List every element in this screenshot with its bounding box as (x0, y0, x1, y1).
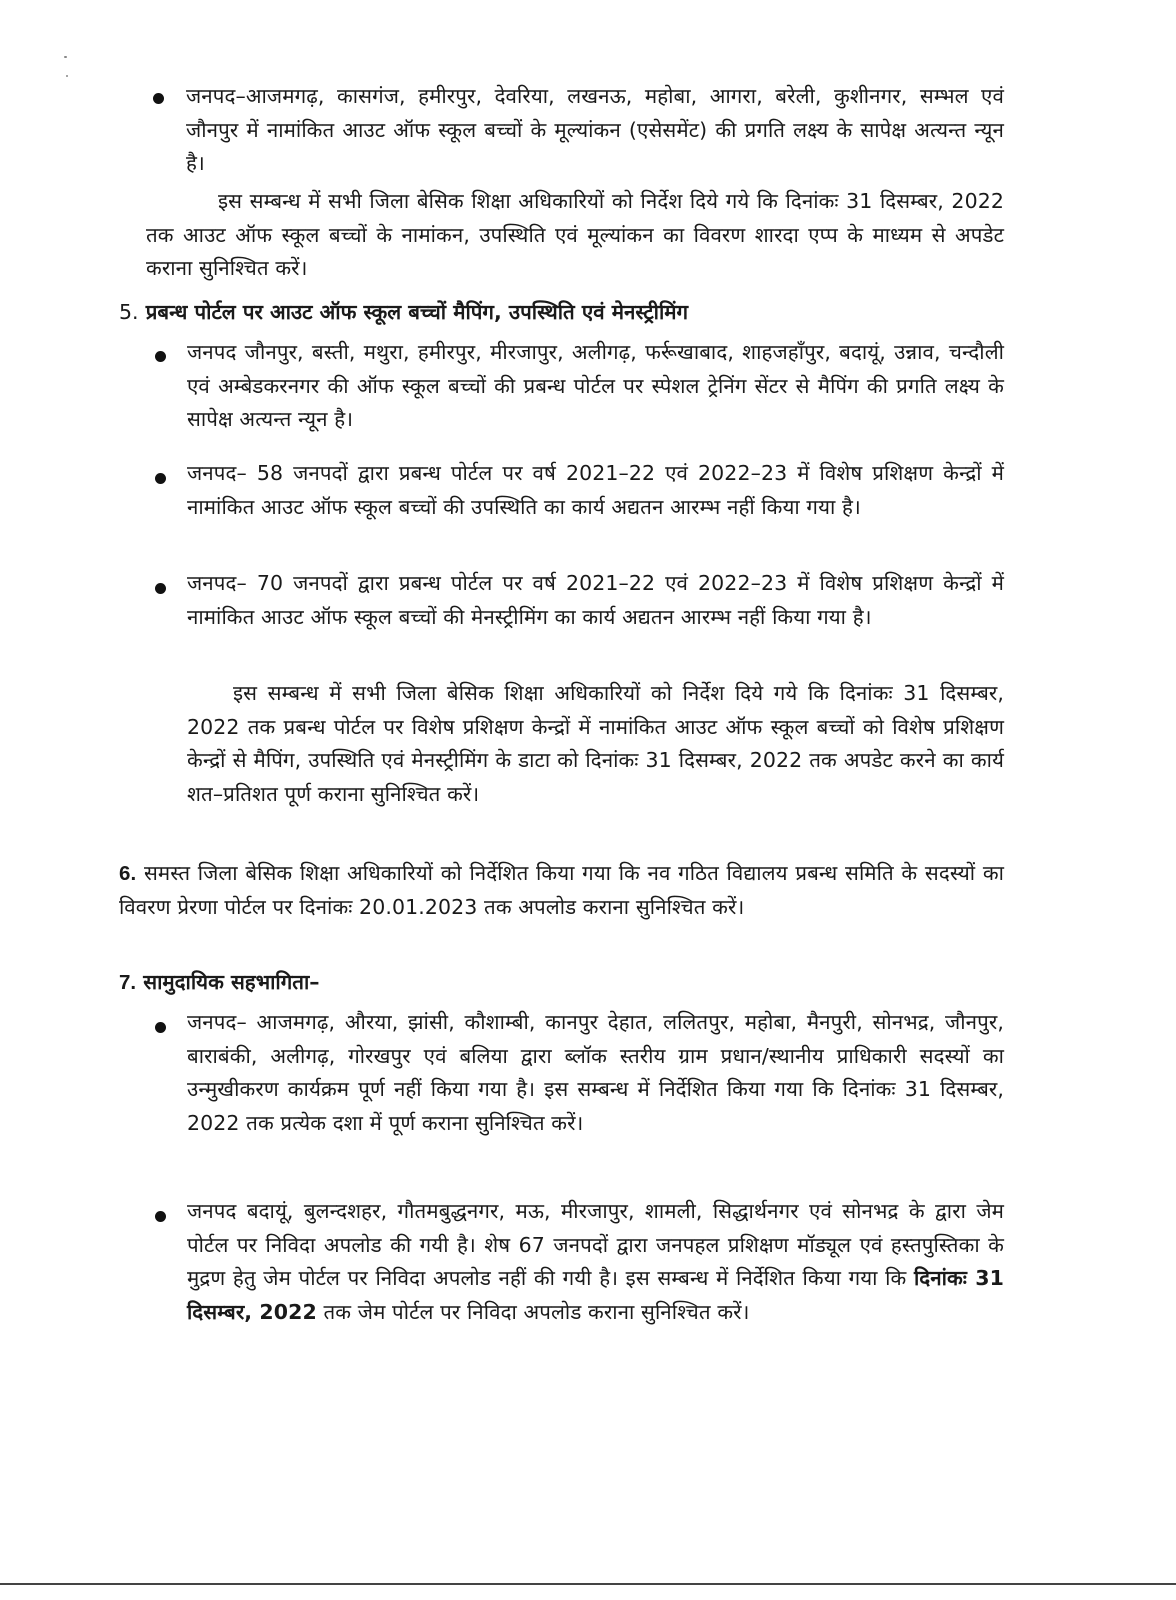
section5-bullet-2-text: जनपद– 58 जनपदों द्वारा प्रबन्ध पोर्टल पर वर्ष 2021–22 एवं 2022–23 में विशेष प्रशिक्षण केन्द्रों में नामांकित आउट ऑफ स्कूल बच्चों की उपस्थिति का कार्य अद्यतन आरम्भ नहीं किया गया है। (187, 461, 1004, 519)
bullet-icon (155, 583, 166, 594)
bullet-icon (153, 93, 164, 104)
scan-speck (66, 75, 68, 77)
section6-number: 6. (119, 862, 137, 885)
section5-number: 5. (119, 300, 139, 324)
section7-heading (119, 966, 719, 999)
section5-heading (119, 296, 1019, 329)
bullet-icon (155, 1022, 166, 1033)
bullet-icon (155, 473, 166, 484)
section5-bullet-1-text: जनपद जौनपुर, बस्ती, मथुरा, हमीरपुर, मीरजापुर, अलीगढ़, फर्रूखाबाद, शाहजहाँपुर, बदायूं, उन्नाव, चन्दौली एवं अम्बेडकरनगर की ऑफ स्कूल बच्चों की प्रबन्ध पोर्टल पर स्पेशल ट्रेनिंग सेंटर से मैपिंग की प्रगति लक्ष्य के सापेक्ष अत्यन्त न्यून है। (187, 340, 1004, 431)
section7-bullet-2-deadline: दिनांकः 31 दिसम्बर, 2022 (187, 1266, 1004, 1324)
section6 (119, 857, 1004, 924)
section5-title: प्रबन्ध पोर्टल पर आउट ऑफ स्कूल बच्चों मैपिंग, उपस्थिति एवं मेनस्ट्रीमिंग (145, 300, 689, 324)
section7-title: सामुदायिक सहभागिता– (143, 970, 320, 994)
section7-bullet-2-part2: तक जेम पोर्टल पर निविदा अपलोड कराना सुनिश्चित करें। (323, 1299, 750, 1324)
section7-number: 7. (119, 971, 137, 994)
section5-direction: इस सम्बन्ध में सभी जिला बेसिक शिक्षा अधिकारियों को निर्देश दिये गये कि दिनांकः 31 दिसम्बर, 2022 तक प्रबन्ध पोर्टल पर विशेष प्रशिक्षण केन्द्रों में नामांकित आउट ऑफ स्कूल बच्चों को विशेष प्रशिक्षण केन्द्रों से मैपिंग, उपस्थिति एवं मेनस्ट्रीमिंग के डाटा को दिनांकः 31 दिसम्बर, 2022 तक अपडेट करने का कार्य शत–प्रतिशत पूर्ण कराना सुनिश्चित करें। (187, 681, 1004, 806)
section4-bullet-text: जनपद–आजमगढ़, कासगंज, हमीरपुर, देवरिया, लखनऊ, महोबा, आगरा, बरेली, कुशीनगर, सम्भल एवं जौनपुर में नामांकित आउट ऑफ स्कूल बच्चों के मूल्यांकन (एसेसमेंट) की प्रगति लक्ष्य के सापेक्ष अत्यन्त न्यून है। (186, 84, 1004, 175)
scan-speck (64, 56, 67, 58)
bullet-icon (155, 351, 166, 362)
section4-direction: इस सम्बन्ध में सभी जिला बेसिक शिक्षा अधिकारियों को निर्देश दिये गये कि दिनांकः 31 दिसम्बर, 2022 तक आउट ऑफ स्कूल बच्चों के नामांकन, उपस्थिति एवं मूल्यांकन का विवरण शारदा एप्प के माध्यम से अपडेट कराना सुनिश्चित करें। (146, 189, 1004, 280)
section7-bullet-2-part1: जनपद बदायूं, बुलन्दशहर, गौतमबुद्धनगर, मऊ, मीरजापुर, शामली, सिद्धार्थनगर एवं सोनभद्र के द्वारा जेम पोर्टल पर निविदा अपलोड की गयी है। शेष 67 जनपदों द्वारा जनपहल प्रशिक्षण मॉड्यूल एवं हस्तपुस्तिका के मुद्रण हेतु जेम पोर्टल पर निविदा अपलोड नहीं की गयी है। इस सम्बन्ध में निर्देशित किया गया कि (187, 1199, 1004, 1290)
page-bottom-border (0, 1583, 1176, 1585)
section7-bullet-2-text (187, 1195, 1004, 1329)
section5-bullet-3-text: जनपद– 70 जनपदों द्वारा प्रबन्ध पोर्टल पर वर्ष 2021–22 एवं 2022–23 में विशेष प्रशिक्षण केन्द्रों में नामांकित आउट ऑफ स्कूल बच्चों की मेनस्ट्रीमिंग का कार्य अद्यतन आरम्भ नहीं किया गया है। (187, 571, 1004, 629)
section7-bullet-1-text: जनपद– आजमगढ़, औरया, झांसी, कौशाम्बी, कानपुर देहात, ललितपुर, महोबा, मैनपुरी, सोनभद्र, जौनपुर, बाराबंकी, अलीगढ़, गोरखपुर एवं बलिया द्वारा ब्लॉक स्तरीय ग्राम प्रधान/स्थानीय प्राधिकारी सदस्यों का उन्मुखीकरण कार्यक्रम पूर्ण नहीं किया गया है। इस सम्बन्ध में निर्देशित किया गया कि दिनांकः 31 दिसम्बर, 2022 तक प्रत्येक दशा में पूर्ण कराना सुनिश्चित करें। (187, 1010, 1004, 1135)
section6-text: समस्त जिला बेसिक शिक्षा अधिकारियों को निर्देशित किया गया कि नव गठित विद्यालय प्रबन्ध समिति के सदस्यों का विवरण प्रेरणा पोर्टल पर दिनांकः 20.01.2023 तक अपलोड कराना सुनिश्चित करें। (119, 861, 1004, 919)
bullet-icon (155, 1211, 166, 1222)
